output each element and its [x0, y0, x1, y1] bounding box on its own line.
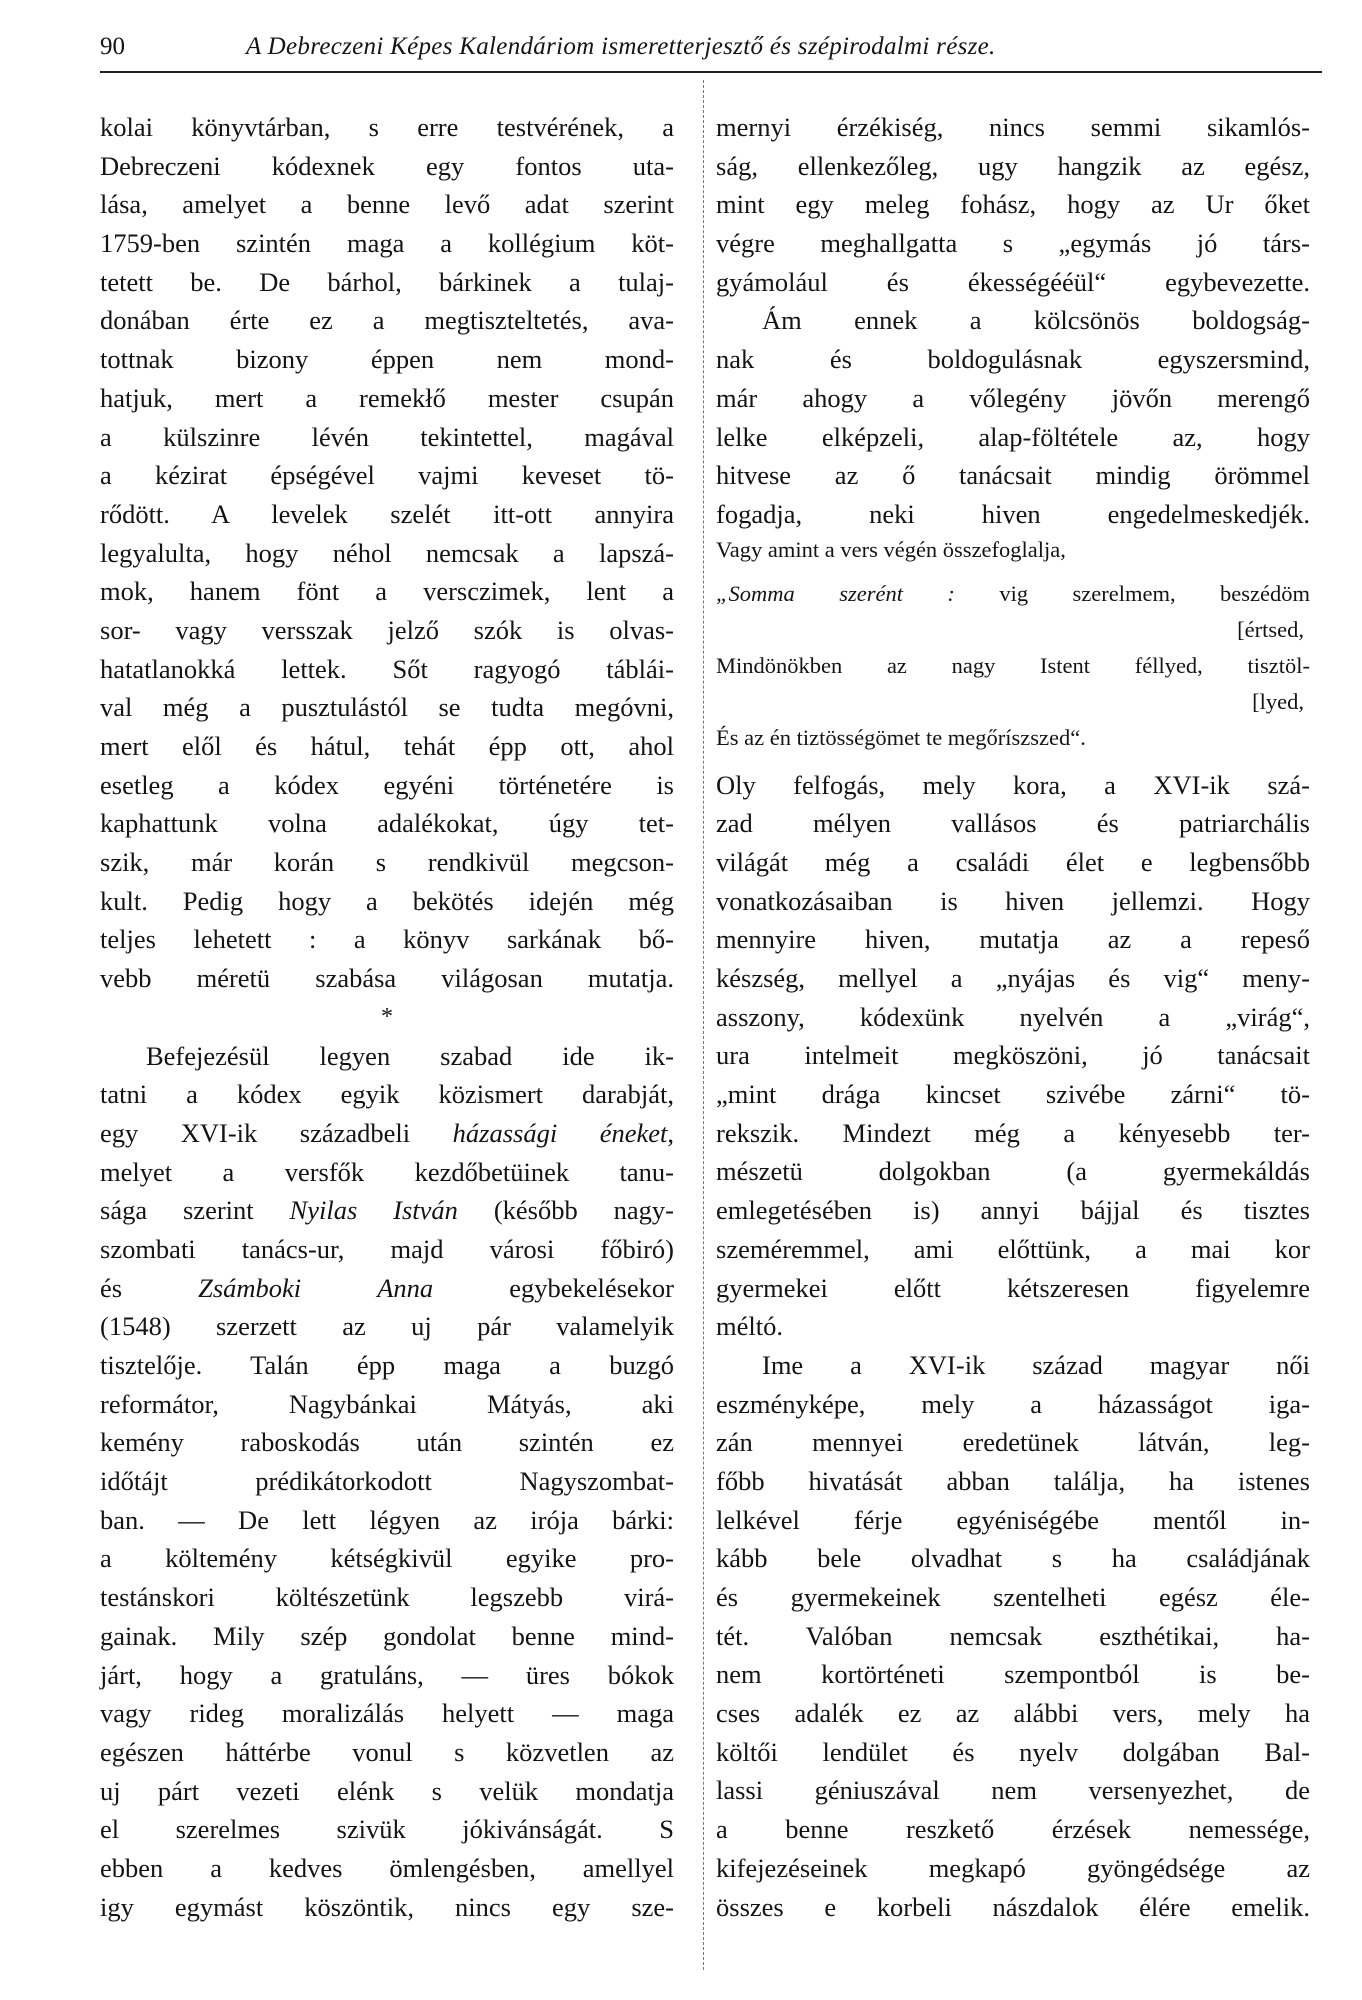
text-line: kifejezéseinek megkapó gyöngédsége az	[716, 1852, 1310, 1883]
text-line: tatni a kódex egyik közismert darabját,	[100, 1079, 674, 1110]
text-line: mernyi érzékiség, nincs semmi sikamlós-	[716, 112, 1310, 142]
spacer	[716, 756, 1310, 766]
paragraph	[100, 108, 674, 998]
header-rule	[100, 71, 1322, 73]
page-number: 90	[100, 33, 125, 60]
text-line: lása, amelyet a benne levő adat szerint	[100, 189, 674, 220]
text-line: mint egy meleg fohász, hogy az Ur őket	[716, 189, 1310, 220]
text-line: gyermekei előtt kétszeresen figyelemre	[716, 1272, 1310, 1303]
text-line: a kézirat épségével vajmi keveset tö-	[100, 460, 674, 491]
text-line: lelke elképzeli, alap-föltétele az, hogy	[716, 421, 1310, 452]
text-line: cses adalék ez az alábbi vers, mely ha	[716, 1698, 1310, 1729]
text-line: uj párt vezeti elénk s velük mondatja	[100, 1775, 674, 1806]
text-line: főbb hivatását abban találja, ha istenes	[716, 1465, 1310, 1496]
text-line: mészetü dolgokban (a gyermekáldás	[716, 1156, 1310, 1187]
text-line: asszony, kódexünk nyelvén a „virág“,	[716, 1001, 1310, 1032]
italic-title: házassági éneket	[452, 1117, 668, 1148]
verse-intro: Vagy amint a vers végén összefoglalja,	[716, 536, 1066, 562]
text-line: melyet a versfők kezdőbetüinek tanu-	[100, 1156, 674, 1187]
text-line: kemény raboskodás után szintén ez	[100, 1427, 674, 1458]
text-line: gyámolául és ékességééül“ egybevezette.	[716, 266, 1310, 297]
italic-name: Zsámboki	[198, 1272, 302, 1303]
text-line: Oly felfogás, mely kora, a XVI-ik szá-	[716, 769, 1310, 800]
text-line: vagy rideg moralizálás helyett — maga	[100, 1698, 674, 1729]
italic-verse-lead: „Somma szerént :	[716, 580, 955, 606]
paragraph	[716, 1346, 1310, 1926]
paragraph	[716, 108, 1310, 301]
text-fragment: és	[100, 1272, 199, 1303]
text-line: sor- vagy versszak jelző szók is olvas-	[100, 614, 674, 645]
text-line: vonatkozásaiban is hiven jellemzi. Hogy	[716, 885, 1310, 916]
text-line: hitvese az ő tanácsait mindig örömmel	[716, 460, 1310, 491]
text-line: „mint drága kincset szivébe zárni“ tö-	[716, 1079, 1310, 1110]
text-line: Befejezésül legyen szabad ide ik-	[146, 1040, 674, 1071]
verse-line: Mindönökben az nagy Istent féllyed, tisztöl-	[716, 652, 1310, 678]
text-line: el szerelmes szivük jókivánságát. S	[100, 1814, 674, 1845]
verse-continuation: [értsed,	[1237, 616, 1304, 642]
left-column	[100, 108, 674, 1926]
paragraph	[716, 766, 1310, 1346]
text-line: a benne reszkető érzések nemessége,	[716, 1814, 1310, 1845]
text-line: val még a pusztulástól se tudta megóvni,	[100, 692, 674, 723]
text-line: hatatlanokká lettek. Sőt ragyogó táblái-	[100, 653, 674, 684]
text-line: nem kortörténeti szempontból is be-	[716, 1659, 1310, 1690]
section-separator-asterisk: *	[381, 1003, 393, 1030]
paragraph	[716, 301, 1310, 533]
text-line: és gyermekeinek szentelheti egész éle-	[716, 1582, 1310, 1612]
text-line: gainak. Mily szép gondolat benne mind-	[100, 1620, 674, 1651]
text-line: szombati tanács-ur, majd városi főbiró)	[100, 1233, 674, 1264]
italic-name: Anna	[377, 1272, 434, 1303]
verse-continuation: [lyed,	[1252, 688, 1304, 714]
text-line: tottnak bizony éppen nem mond-	[100, 344, 674, 375]
text-line: járt, hogy a gratuláns, — üres bókok	[100, 1659, 674, 1690]
text-line: költői lendület és nyelv dolgában Bal-	[716, 1736, 1310, 1767]
text-line: lelkével férje egyéniségébe mentől in-	[716, 1504, 1310, 1535]
text-line: tetett be. De bárhol, bárkinek a tulaj-	[100, 266, 674, 297]
text-line: ebben a kedves ömlengésben, amellyel	[100, 1852, 674, 1883]
text-line: végre meghallgatta s „egymás jó társ-	[716, 228, 1310, 259]
column-divider	[703, 80, 704, 1970]
text-line: ura intelmeit megköszöni, jó tanácsait	[716, 1040, 1310, 1071]
text-line: (1548) szerzett az uj pár valamelyik	[100, 1311, 674, 1342]
text-line: zán mennyei eredetünek látván, leg-	[716, 1427, 1310, 1458]
text-line: nak és boldogulásnak egyszersmind,	[716, 344, 1310, 375]
text-line: időtájt prédikátorkodott Nagyszombat-	[100, 1466, 674, 1497]
text-line: zad mélyen vallásos és patriarchális	[716, 808, 1310, 839]
text-line: összes e korbeli nászdalok élére emelik.	[716, 1891, 1310, 1922]
italic-name: Nyilas István	[289, 1195, 458, 1226]
text-line: tisztelője. Talán épp maga a buzgó	[100, 1350, 674, 1380]
text-line: donában érte ez a megtiszteltetés, ava-	[100, 305, 674, 336]
text-fragment: vig szerelmem, beszédöm	[954, 580, 1311, 606]
text-line: hatjuk, mert a remekłő mester csupán	[100, 382, 674, 413]
text-line: a külszinre lévén tekintettel, magával	[100, 421, 674, 452]
text-line: világát még a családi élet e legbensőbb	[716, 846, 1310, 877]
paragraph	[100, 1037, 674, 1927]
text-line: eszményképe, mely a házasságot iga-	[716, 1388, 1310, 1419]
text-line: Ime a XVI-ik század magyar női	[762, 1349, 1310, 1380]
text-line: kult. Pedig hogy a bekötés idején még	[100, 885, 674, 916]
text-line: szik, már korán s rendkivül megcson-	[100, 847, 674, 878]
text-line: esetleg a kódex egyéni történetére is	[100, 769, 674, 800]
text-line: rekszik. Mindezt még a kényesebb ter-	[716, 1117, 1310, 1148]
text-line: fogadja, neki hiven engedelmeskedjék.	[716, 498, 1310, 529]
text-line: készség, mellyel a „nyájas és vig“ meny-	[716, 963, 1310, 993]
right-column	[716, 108, 1310, 1926]
text-line	[100, 1191, 674, 1230]
text-line: Ám ennek a kölcsönös boldogság-	[762, 305, 1310, 336]
text-line: ban. — De lett légyen az irója bárki:	[100, 1504, 674, 1535]
verse-line	[716, 576, 1310, 612]
text-line: mennyire hiven, mutatja az a repeső	[716, 924, 1310, 955]
text-line: mert elől és hátul, tehát épp ott, ahol	[100, 731, 674, 761]
verse-quote	[716, 576, 1310, 756]
text-line	[100, 1114, 674, 1153]
text-line: teljes lehetett : a könyv sarkának bő-	[100, 924, 674, 955]
text-line: 1759-ben szintén maga a kollégium köt-	[100, 228, 674, 259]
text-line: testánskori költészetünk legszebb virá-	[100, 1582, 674, 1613]
running-header	[100, 33, 1320, 65]
text-line: tét. Valóban nemcsak eszthétikai, ha-	[716, 1620, 1310, 1651]
text-fragment: egy XVI-ik századbeli	[100, 1117, 453, 1148]
text-line: kább bele olvadhat s ha családjának	[716, 1543, 1310, 1574]
text-fragment: ,	[667, 1117, 674, 1148]
text-line: reformátor, Nagybánkai Mátyás, aki	[100, 1388, 674, 1419]
text-line: rődött. A levelek szelét itt-ott annyira	[100, 498, 674, 529]
text-fragment: egybekelésekor	[509, 1272, 674, 1303]
text-line: már ahogy a vőlegény jövőn merengő	[716, 382, 1310, 413]
text-line	[100, 1269, 674, 1308]
text-line: mok, hanem fönt a versczimek, lent a	[100, 576, 674, 607]
text-fragment: (később nagy-	[457, 1195, 674, 1226]
text-fragment: sága szerint	[100, 1195, 290, 1226]
text-line: szeméremmel, ami előttünk, a mai kor	[716, 1233, 1310, 1264]
text-line: lassi géniuszával nem versenyezhet, de	[716, 1775, 1310, 1806]
text-line: vebb méretü szabása világosan mutatja.	[100, 963, 674, 994]
text-line: igy egymást köszöntik, nincs egy sze-	[100, 1891, 674, 1922]
text-line: ság, ellenkezőleg, ugy hangzik az egész,	[716, 150, 1310, 181]
text-line: legyalulta, hogy néhol nemcsak a lapszá-	[100, 537, 674, 568]
text-line: emlegetésében is) annyi bájjal és tisztes	[716, 1195, 1310, 1226]
text-line: kolai könyvtárban, s erre testvérének, a	[100, 112, 674, 142]
spacer	[716, 566, 1310, 576]
text-line: kaphattunk volna adalékokat, úgy tet-	[100, 808, 674, 839]
text-line: a költemény kétségkivül egyike pro-	[100, 1543, 674, 1574]
text-line: egészen háttérbe vonul s közvetlen az	[100, 1736, 674, 1767]
text-line: Debreczeni kódexnek egy fontos uta-	[100, 150, 674, 181]
verse-line: És az én tiztösségömet te megőríszszed“.	[716, 724, 1086, 750]
running-title: A Debreczeni Képes Kalendáriom ismeretterjesztő és szépirodalmi része.	[246, 33, 996, 60]
text-line: méltó.	[716, 1311, 783, 1342]
